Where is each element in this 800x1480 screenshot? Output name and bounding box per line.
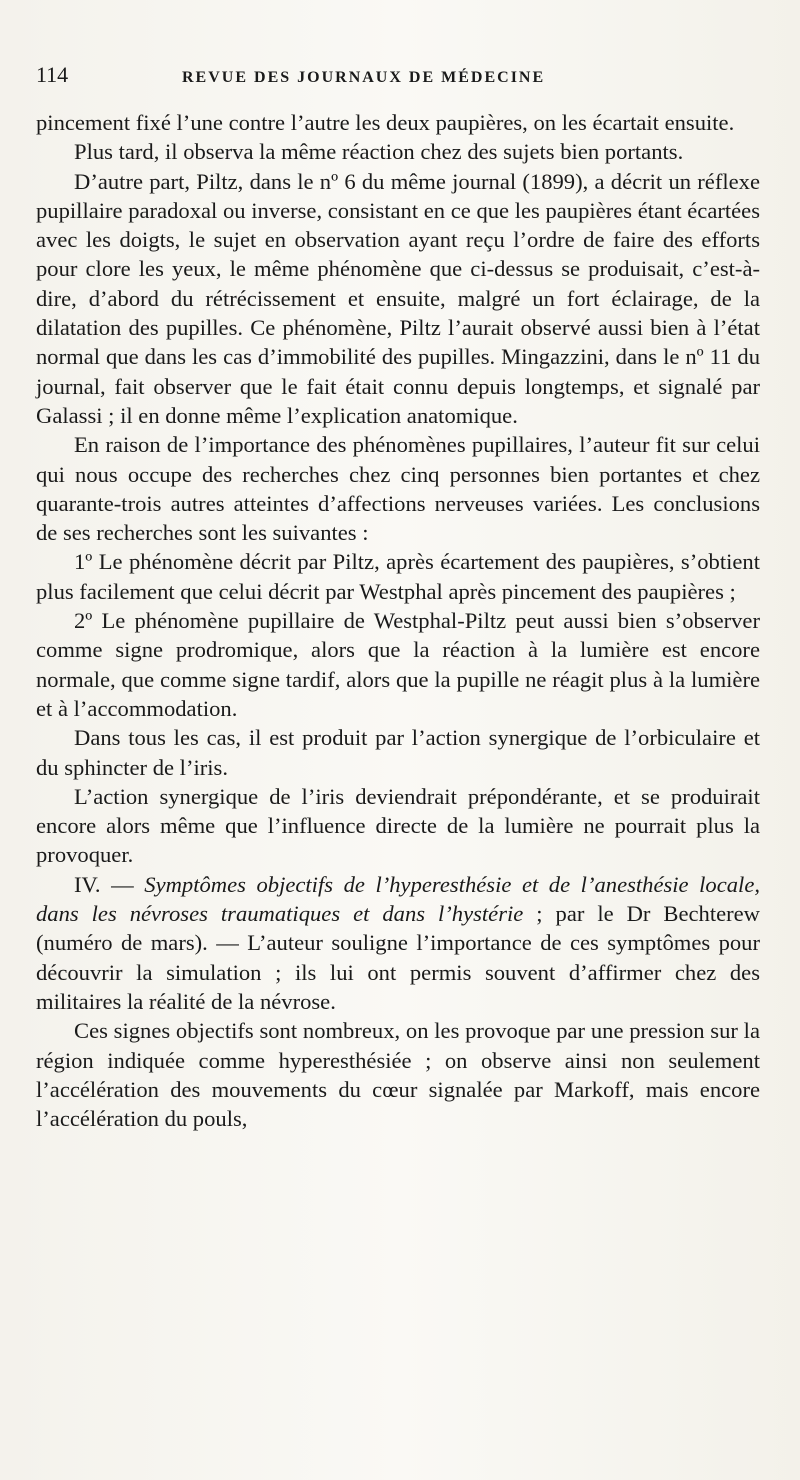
- paragraph-conclusion-1: 1º Le phénomène décrit par Piltz, après écartement des paupières, s’obtient plus facilement que celui décrit par Westphal après pincement des paupières ;: [36, 549, 760, 604]
- section-iv-text: ; par le Dr Bechterew (numéro de mars). — L’auteur souligne l’importance de ces symptômes pour découvrir la simulation ; ils lui ont permis souvent d’affirmer chez des militaires la réalité de la névrose.: [36, 901, 760, 1014]
- paragraph-conclusion-2: 2º Le phénomène pupillaire de Westphal-Piltz peut aussi bien s’observer comme signe prodromique, alors que la réaction à la lumière est encore normale, que comme signe tardif, alors que la pupille ne réagit plus à la lumière et à l’accommodation.: [36, 608, 760, 721]
- paragraph-6: L’action synergique de l’iris deviendrait prépondérante, et se produirait encore alors même que l’influence directe de la lumière ne pourrait plus la provoquer.: [36, 783, 760, 868]
- paragraph-1: pincement fixé l’une contre l’autre les deux paupières, on les écartait ensuite.: [36, 110, 735, 135]
- paragraph-2: Plus tard, il observa la même réaction chez des sujets bien portants.: [74, 139, 684, 165]
- journal-title: REVUE DES JOURNAUX DE MÉDECINE: [182, 69, 546, 86]
- section-iv-numeral: IV. —: [74, 871, 145, 897]
- section-iv-title: Symptômes objectifs de l’hyperesthésie et de l’anesthésie locale, dans les névroses traumatiques et dans l’hystérie: [36, 871, 760, 927]
- paragraph-last: Ces signes objectifs sont nombreux, on les provoque par une pression sur la région indiquée comme hyperesthésiée ; on observe ainsi non seulement l’accélération des mouvements du cœur signalée par Markoff, mais encore l’accélération du pouls,: [36, 1018, 760, 1132]
- paragraph-5: Dans tous les cas, il est produit par l’action synergique de l’orbiculaire et du sphincter de l’iris.: [36, 725, 760, 780]
- section-iv-paragraph: [36, 870, 760, 1016]
- paragraph-3: D’autre part, Piltz, dans le nº 6 du même journal (1899), a décrit un réflexe pupillaire paradoxal ou inverse, consistant en ce que les paupières étant écartées avec les doigts, le sujet en observation ayant reçu l’ordre de faire des efforts pour clore les yeux, le même phénomène que ci-dessus se produisait, c’est-à-dire, d’abord du rétrécissement et ensuite, malgré un fort éclairage, de la dilatation des pupilles. Ce phénomène, Piltz l’aurait observé aussi bien à l’état normal que dans les cas d’immobilité des pupilles. Mingazzini, dans le nº 11 du journal, fait observer que le fait était connu depuis longtemps, et signalé par Galassi ; il en donne même l’explication anatomique.: [36, 168, 760, 428]
- page-number: 114: [36, 62, 69, 87]
- article-body: [36, 108, 760, 1133]
- paragraph-4: En raison de l’importance des phénomènes pupillaires, l’auteur fit sur celui qui nous occupe des recherches chez cinq personnes bien portantes et chez quarante-trois autres atteintes d’affections nerveuses variées. Les conclusions de ses recherches sont les suivantes :: [36, 432, 760, 546]
- running-header: [36, 62, 760, 102]
